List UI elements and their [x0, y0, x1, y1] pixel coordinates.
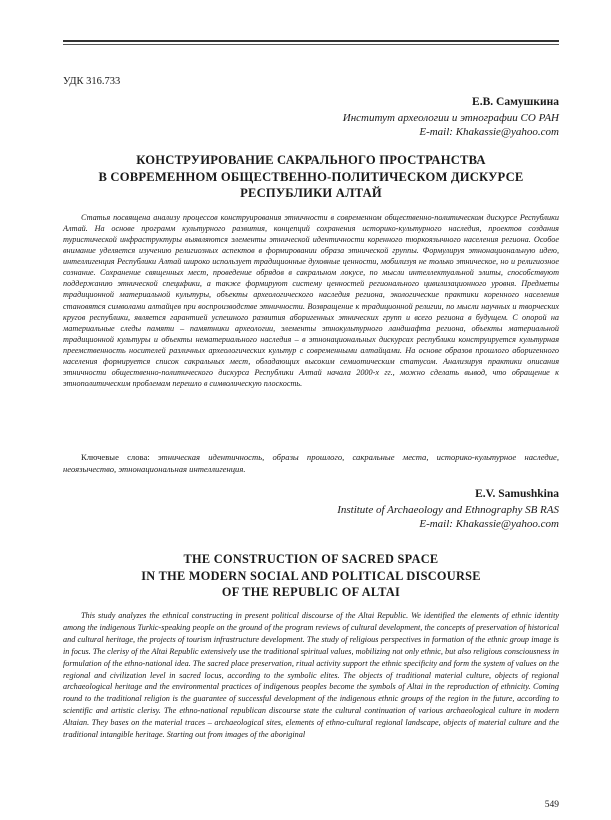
abstract-en: This study analyzes the ethnical constructing in present political discourse of the Altai Republic. We identified the elements of ethnic identity among the indigenous Turkic-speaking people on the ground of the program reviews of cultural development, the concepts of preservation of historical and cultural heritage, the projects of tourism infrastructure development. The study of religious perspectives in formation of the ethnic group image is in focus. The clerisy of the Altai Republic extensively use the traditional spiritual values, mobilizing not only ethnic, but also religious consciousness in formulation of the ethno-national idea. The sacred place preservation, ritual activity support the ethnic specificity and form the system of values on the regional and civilization level in sacred locus, according to the symbolic elites. The objects of traditional material culture, objects of regional archaeological heritage and the environmental practices of indigenous peoples become the symbols of Altai in the reproduction of ethnicity. Coming round to the traditional religion is the guarantee of successful development of the indigenous ethnic groups of the region in the future, according to scientific and artistic clerisy. The ethno-national republican discourse state the cultural continuation of various archaeological culture in modern Altaian. They bases on the material traces – archaeological sites, elements of ethno-cultural regional landscape, objects of material culture and the traditional intangible heritage. Starting out from images of the aboriginal — [63, 611, 559, 740]
keywords-label: Ключевые слова: — [81, 452, 150, 462]
udk-code: УДК 316.733 — [63, 76, 121, 87]
title-ru-line: В СОВРЕМЕННОМ ОБЩЕСТВЕННО-ПОЛИТИЧЕСКОМ ДИСКУРСЕ — [98, 169, 524, 184]
title-ru — [63, 152, 559, 202]
keywords-ru — [63, 452, 559, 475]
affiliation-en — [337, 503, 559, 531]
title-en-line: IN THE MODERN SOCIAL AND POLITICAL DISCOURSE — [141, 568, 481, 583]
header-rule-thin — [63, 44, 559, 45]
title-ru-line: РЕСПУБЛИКИ АЛТАЙ — [240, 186, 382, 200]
header-rule-thick — [63, 40, 559, 42]
abstract-ru: Статья посвящена анализу процессов конструирования этничности в современном общественно-политическом дискурсе Республики Алтай. На основе программ культурного развития, концепций сохранения историко-культурного наследия, проектов создания туристической инфраструктуры выявляются элементы этнической идентичности коренного тюркоязычного населения региона. Особое внимание уделяется изучению религиозных аспектов в формировании образа этнической группы. Формулируя этнонациональную идею, интеллигенция Республики Алтай широко использует традиционные духовные ценности, мобилизуя не только этническое, но и религиозное сознание. Сохранение священных мест, проведение обрядов в сакральном локусе, по мысли интеллектуальной элиты, способствуют поддержанию этнической специфики, а также формируют систему ценностей регионального цивилизационного уровня. Предметы традиционной материальной культуры, объекты археологического наследия региона, экологические практики коренного населения становятся символами алтайцев при воспроизводстве этничности. Возвращение к традиционной религии, по мысли научных и творческих кругов республики, является гарантией успешного развития аборигенных этнических групп и всего региона в будущем. С опорой на материальные следы памяти – памятники археологии, элементы этнокультурного ландшафта региона, объекты материальной традиционной культуры и объекты нематериального наследия – в этнонациональных дискурсах республики конструируется культурная преемственность носителей различных археологических культур с современными алтайцами. На основе образов прошлого аборигенного населения формируется список сакральных мест, обладающих высоким семиотическим статусом. Анализируя практики описания этничности общественно-политического дискурса Республики Алтай начала 2000-х гг., можно сделать вывод, что обращение к этнополитическим проблемам перешло в символическую плоскость. — [63, 213, 559, 388]
title-ru-line: КОНСТРУИРОВАНИЕ САКРАЛЬНОГО ПРОСТРАНСТВА — [136, 153, 486, 167]
author-ru: Е.В. Самушкина — [472, 96, 559, 108]
title-en-line: OF THE REPUBLIC OF ALTAI — [221, 585, 401, 599]
author-en: E.V. Samushkina — [475, 488, 559, 500]
email-en: E-mail: Khakassie@yahoo.com — [419, 518, 559, 530]
page-number: 549 — [544, 800, 559, 810]
affiliation-ru — [343, 111, 559, 139]
keywords-text: этническая идентичность, образы прошлого, сакральные места, историко-культурное наследие, неоязычество, этнонациональная интеллигенция. — [63, 452, 559, 474]
institute-ru: Институт археологии и этнографии СО РАН — [342, 112, 559, 124]
email-ru: E-mail: Khakassie@yahoo.com — [419, 126, 559, 138]
title-en-line: THE CONSTRUCTION OF SACRED SPACE — [183, 552, 439, 566]
institute-en: Institute of Archaeology and Ethnography SB RAS — [337, 504, 559, 516]
title-en — [63, 551, 559, 601]
